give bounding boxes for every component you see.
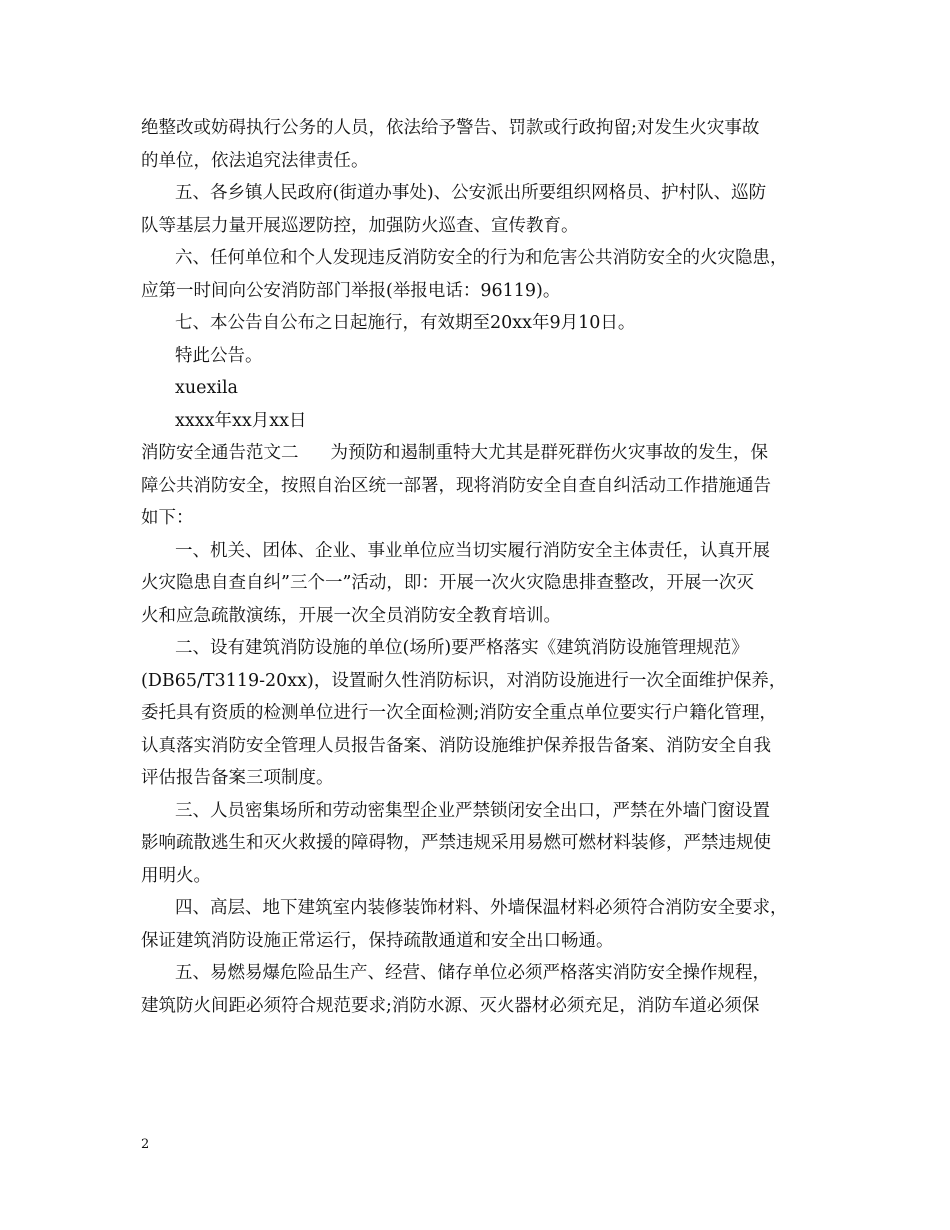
text-line-16: 火和应急疏散演练，开展一次全员消防安全教育培训。 — [141, 605, 561, 626]
text-line-20: 认真落实消防安全管理人员报告备案、消防设施维护保养报告备案、消防安全自我 — [141, 735, 771, 756]
text-line-28: 建筑防火间距必须符合规范要求;消防水源、灭火器材必须充足，消防车道必须保 — [141, 995, 760, 1016]
text-line-13: 如下： — [141, 508, 194, 528]
page-number: 2 — [141, 1137, 150, 1152]
text-line-27: 五、易燃易爆危险品生产、经营、储存单位必须严格落实消防安全操作规程， — [175, 963, 770, 983]
text-line-7: 七、本公告自公布之日起施行，有效期至20xx年9月10日。 — [175, 313, 636, 333]
section-heading: 消防安全通告范文二 — [141, 443, 299, 463]
document-body — [141, 112, 821, 1022]
text-line-1: 绝整改或妨碍执行公务的人员，依法给予警告、罚款或行政拘留;对发生火灾事故 — [141, 118, 760, 138]
text-line-18: (DB65/T3119-20xx)，设置耐久性消防标识，对消防设施进行一次全面维护保养， — [141, 670, 787, 691]
text-line-6: 应第一时间向公安消防部门举报(举报电话：96119)。 — [141, 280, 561, 301]
text-line-22: 三、人员密集场所和劳动密集型企业严禁锁闭安全出口，严禁在外墙门窗设置 — [175, 800, 770, 821]
closing-line: 特此公告。 — [175, 345, 263, 366]
text-line-17: 二、设有建筑消防设施的单位(场所)要严格落实《建筑消防设施管理规范》 — [175, 638, 749, 658]
text-line-23: 影响疏散逃生和灭火救援的障碍物，严禁违规采用易燃可燃材料装修，严禁违规使 — [141, 833, 771, 853]
signature-date: xxxx年xx月xx日 — [175, 410, 307, 431]
text-line-25: 四、高层、地下建筑室内装修装饰材料、外墙保温材料必须符合消防安全要求， — [175, 898, 788, 918]
text-line-12: 障公共消防安全，按照自治区统一部署，现将消防安全自查自纠活动工作措施通告 — [141, 475, 771, 496]
text-line-3: 五、各乡镇人民政府(街道办事处)、公安派出所要组织网格员、护村队、巡防 — [175, 183, 767, 203]
text-line-14: 一、机关、团体、企业、事业单位应当切实履行消防安全主体责任，认真开展 — [175, 540, 770, 561]
text-line-4: 队等基层力量开展巡逻防控，加强防火巡查、宣传教育。 — [141, 215, 579, 236]
signature-name: xuexila — [175, 378, 238, 398]
section-heading-line — [141, 437, 821, 470]
text-line-19: 委托具有资质的检测单位进行一次全面检测;消防安全重点单位要实行户籍化管理， — [141, 703, 777, 723]
text-line-2: 的单位，依法追究法律责任。 — [141, 150, 369, 171]
text-line-21: 评估报告备案三项制度。 — [141, 768, 334, 788]
section-intro-end: 保 — [750, 443, 768, 463]
section-intro: 为预防和遏制重特大尤其是群死群伤火灾事故的发生， — [330, 443, 751, 463]
text-line-24: 用明火。 — [141, 865, 211, 886]
text-line-26: 保证建筑消防设施正常运行，保持疏散通道和安全出口畅通。 — [141, 930, 614, 951]
text-line-15: 火灾隐患自查自纠”三个一”活动，即：开展一次火灾隐患排查整改，开展一次灭 — [141, 573, 754, 593]
text-line-5: 六、任何单位和个人发现违反消防安全的行为和危害公共消防安全的火灾隐患， — [175, 248, 788, 268]
